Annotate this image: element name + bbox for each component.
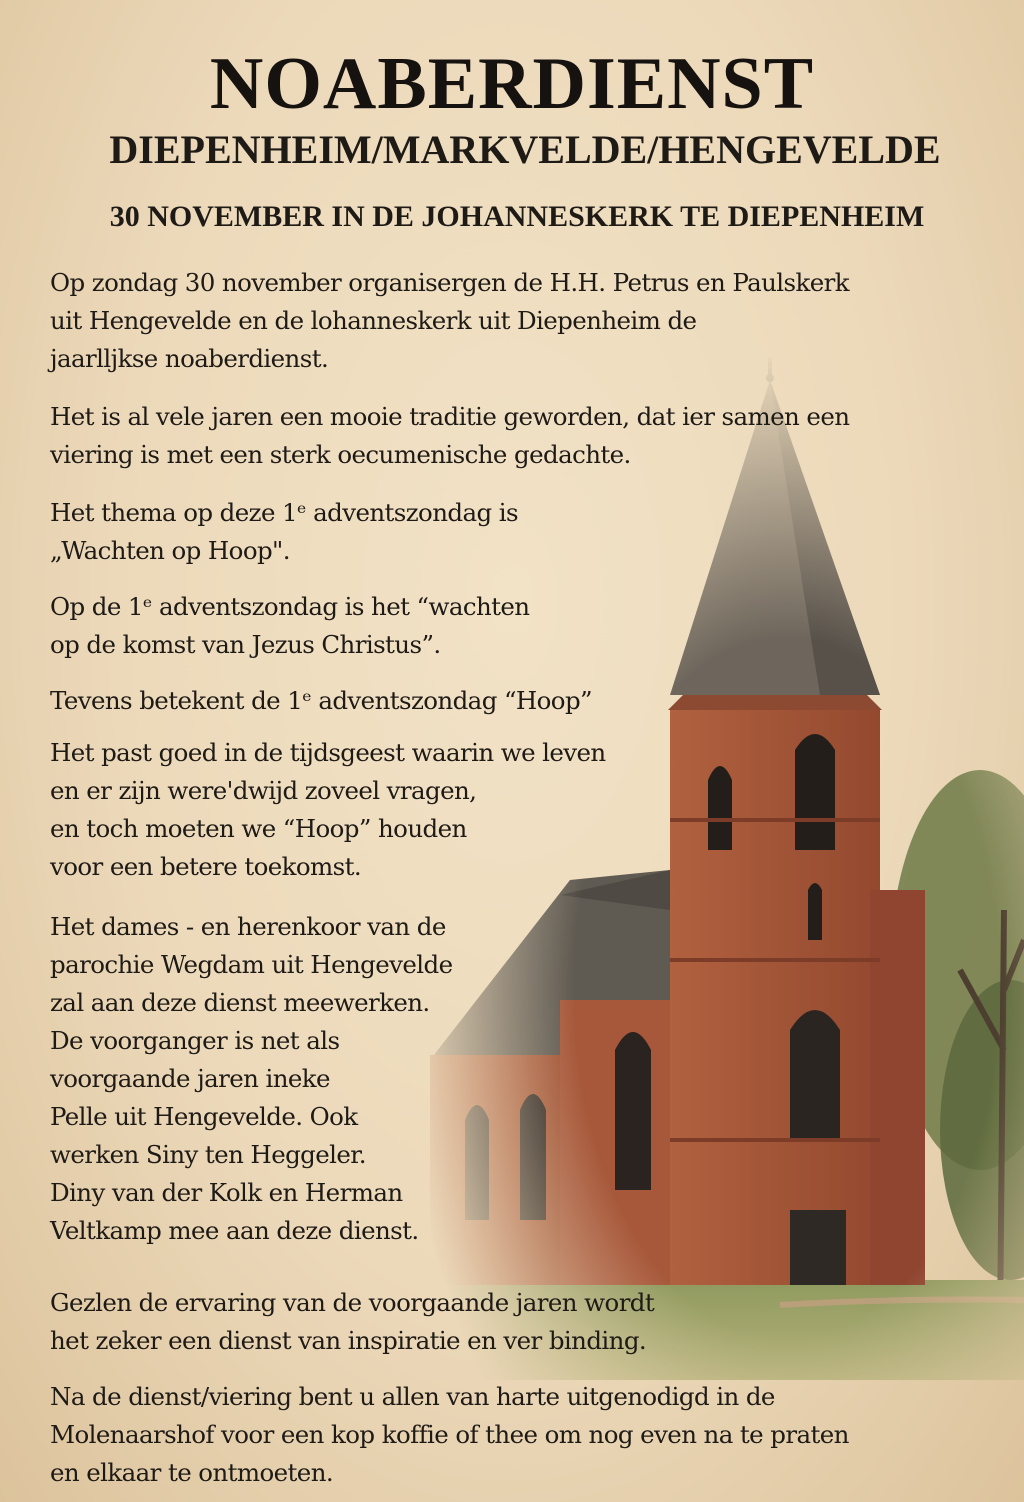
paragraph-tradition: Het is al vele jaren een mooie traditie geworden, dat ier samen een viering is met een sterk oecumenische gedachte.	[50, 402, 850, 469]
paragraph-zeitgeist: Het past goed in de tijdsgeest waarin we leven en er zijn were'dwijd zoveel vragen, en toch moeten we “Hoop” houden voor een betere toekomst.	[50, 738, 606, 881]
paragraph-hope: Tevens betekent de 1ᵉ adventszondag “Hoop”	[50, 686, 592, 715]
church-tower	[668, 358, 925, 1285]
church-nave	[430, 870, 675, 1285]
paragraph-intro: Op zondag 30 november organisergen de H.H. Petrus en Paulskerk uit Hengevelde en de lohanneskerk uit Diepenheim de jaarlljkse noaberdienst.	[50, 268, 849, 373]
event-dateline: 30 NOVEMBER IN DE JOHANNESKERK TE DIEPENHEIM	[109, 200, 925, 233]
paragraph-invitation: Na de dienst/viering bent u allen van harte uitgenodigd in de Molenaarshof voor een kop koffie of thee om nog even na te praten en elkaar te ontmoeten.	[50, 1382, 849, 1487]
paragraph-waiting: Op de 1ᵉ adventszondag is het “wachten op de komst van Jezus Christus”.	[50, 592, 530, 659]
flyer-title: NOABERDIENST	[209, 43, 815, 125]
paragraph-experience: Gezlen de ervaring van de voorgaande jaren wordt het zeker een dienst van inspiratie en ver binding.	[50, 1288, 655, 1355]
paragraph-choir: Het dames - en herenkoor van de parochie Wegdam uit Hengevelde zal aan deze dienst meewerken. De voorganger is net als voorgaande jaren ineke Pelle uit Hengevelde. Ook werken Siny ten Heggeler. Diny van der Kolk en Herman Veltkamp mee aan deze dienst.	[50, 912, 453, 1245]
paragraph-theme: Het thema op deze 1ᵉ adventszondag is „Wachten op Hoop".	[50, 498, 518, 565]
flyer-subtitle: DIEPENHEIM/MARKVELDE/HENGEVELDE	[109, 127, 941, 172]
